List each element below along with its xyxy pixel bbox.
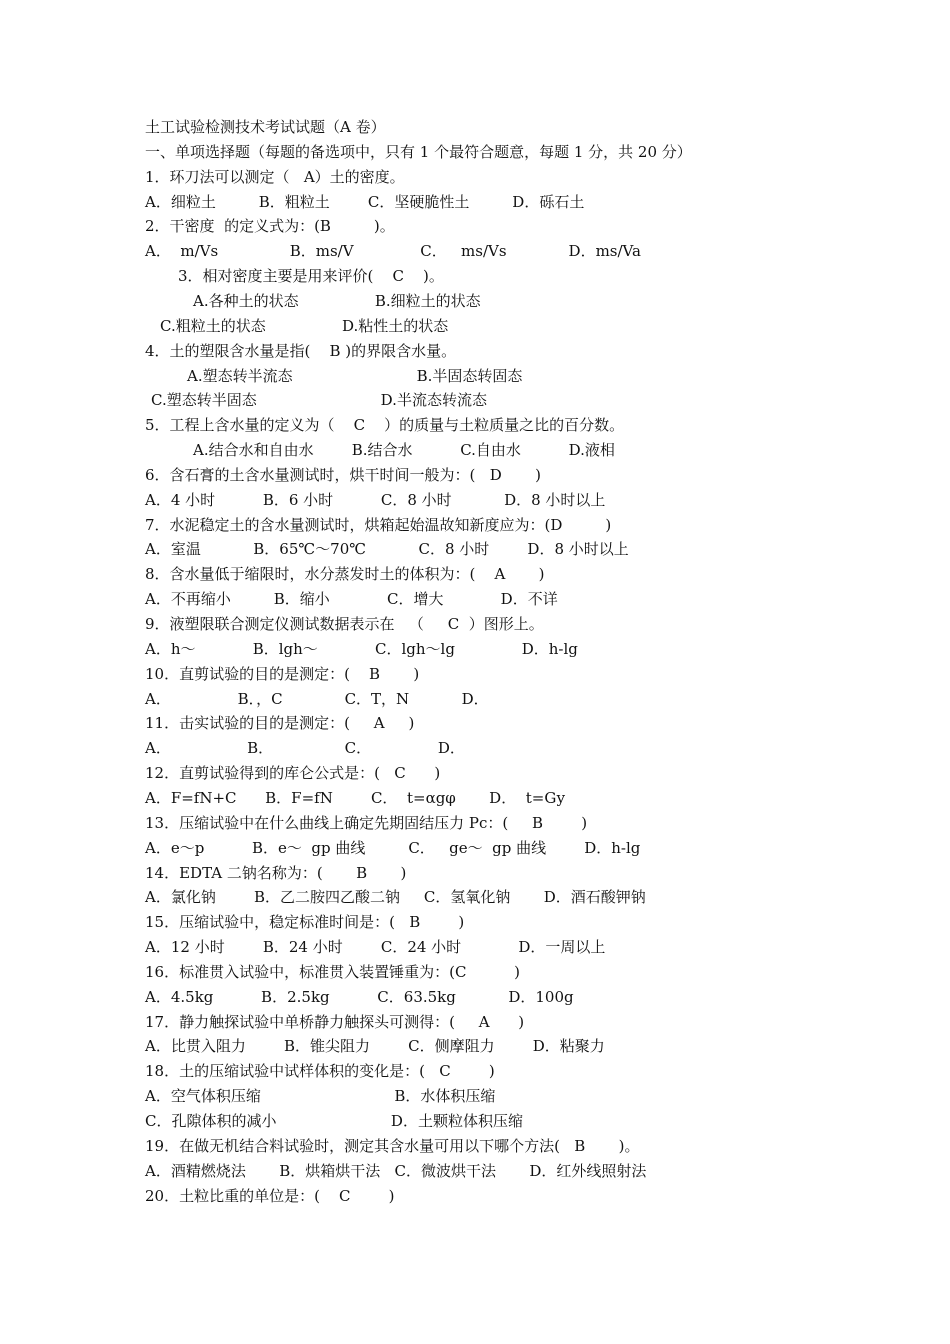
- section-heading: 一、单项选择题（每题的备选项中，只有 1 个最符合题意，每题 1 分，共 20 分）: [145, 143, 692, 161]
- question-line: 14．EDTA 二钠名称为：( B ): [145, 864, 407, 882]
- question-line: A.各种土的状态 B.细粒土的状态: [193, 292, 481, 310]
- exam-title: 土工试验检测技术考试试题（A 卷）: [145, 118, 386, 136]
- question-line: 20．土粒比重的单位是：( C ): [145, 1187, 395, 1205]
- question-line: C.塑态转半固态 D.半流态转流态: [151, 391, 487, 409]
- question-line: A． B．，C C．T，N D．: [145, 690, 489, 708]
- question-line: 6．含石膏的土含水量测试时，烘干时间一般为：( D ): [145, 466, 541, 484]
- question-line: 15．压缩试验中，稳定标准时间是：( B ): [145, 913, 465, 931]
- question-line: A．细粒土 B．粗粒土 C．坚硬脆性土 D．砾石土: [145, 193, 585, 211]
- question-line: A．氯化钠 B．乙二胺四乙酸二钠 C．氢氧化钠 D．酒石酸钾钠: [145, 888, 646, 906]
- question-line: A．不再缩小 B．缩小 C．增大 D．不详: [145, 590, 558, 608]
- question-line: A.塑态转半流态 B.半固态转固态: [187, 367, 523, 385]
- question-line: A．4 小时 B．6 小时 C．8 小时 D．8 小时以上: [145, 491, 606, 509]
- question-line: A． B． C． D．: [145, 739, 465, 757]
- question-line: A.结合水和自由水 B.结合水 C.自由水 D.液相: [193, 441, 615, 459]
- question-line: A．F=fN+C B．F=fN C． t=αgφ D． t=Gу: [145, 789, 566, 807]
- question-line: 11．击实试验的目的是测定：( A ): [145, 714, 415, 732]
- question-line: 8．含水量低于缩限时，水分蒸发时土的体积为：( A ): [145, 565, 545, 583]
- question-line: 5．工程上含水量的定义为（ C ）的质量与土粒质量之比的百分数。: [145, 416, 625, 434]
- question-line: A．比贯入阻力 B．锥尖阻力 C．侧摩阻力 D．粘聚力: [145, 1037, 605, 1055]
- question-line: 16．标准贯入试验中，标准贯入装置锤重为：(C ): [145, 963, 520, 981]
- question-line: A．h～ B．lgh～ C．lgh～lg D．h-lg: [145, 640, 578, 658]
- question-line: 2．干密度 的定义式为：(B )。: [145, 217, 395, 235]
- question-line: 4．土的塑限含水量是指( B )的界限含水量。: [145, 342, 457, 360]
- question-line: A．空气体积压缩 B．水体积压缩: [145, 1087, 496, 1105]
- question-line: 19．在做无机结合料试验时，测定其含水量可用以下哪个方法( B )。: [145, 1137, 640, 1155]
- question-line: 17．静力触探试验中单桥静力触探头可测得：( A ): [145, 1013, 525, 1031]
- question-line: A．12 小时 B．24 小时 C．24 小时 D．一周以上: [145, 938, 606, 956]
- question-line: C.粗粒土的状态 D.粘性土的状态: [160, 317, 449, 335]
- question-line: A．e～p B．e～ gp 曲线 C． ge～ gp 曲线 D．h-lg: [145, 839, 641, 857]
- question-line: 13．压缩试验中在什么曲线上确定先期固结压力 Pc：( B ): [145, 814, 588, 832]
- question-line: 12．直剪试验得到的库仑公式是：( C ): [145, 764, 441, 782]
- question-line: 3．相对密度主要是用来评价( C )。: [178, 267, 444, 285]
- question-line: A． m/Vs B．ms/V C． ms/Vs D．ms/Va: [145, 242, 641, 260]
- question-line: A．4.5kg B．2.5kg C．63.5kg D．100g: [145, 988, 574, 1006]
- question-line: 9．液塑限联合测定仪测试数据表示在 （ C ）图形上。: [145, 615, 544, 633]
- question-line: 10．直剪试验的目的是测定：( B ): [145, 665, 420, 683]
- question-line: C．孔隙体积的减小 D．土颗粒体积压缩: [145, 1112, 523, 1130]
- question-line: A．酒精燃烧法 B．烘箱烘干法 C．微波烘干法 D．红外线照射法: [145, 1162, 647, 1180]
- question-line: 7．水泥稳定土的含水量测试时，烘箱起始温故知新度应为：(D ): [145, 516, 612, 534]
- question-line: 18．土的压缩试验中试样体积的变化是：( C ): [145, 1062, 495, 1080]
- question-line: 1．环刀法可以测定（ A）土的密度。: [145, 168, 405, 186]
- question-line: A．室温 B．65℃～70℃ C．8 小时 D．8 小时以上: [145, 540, 629, 558]
